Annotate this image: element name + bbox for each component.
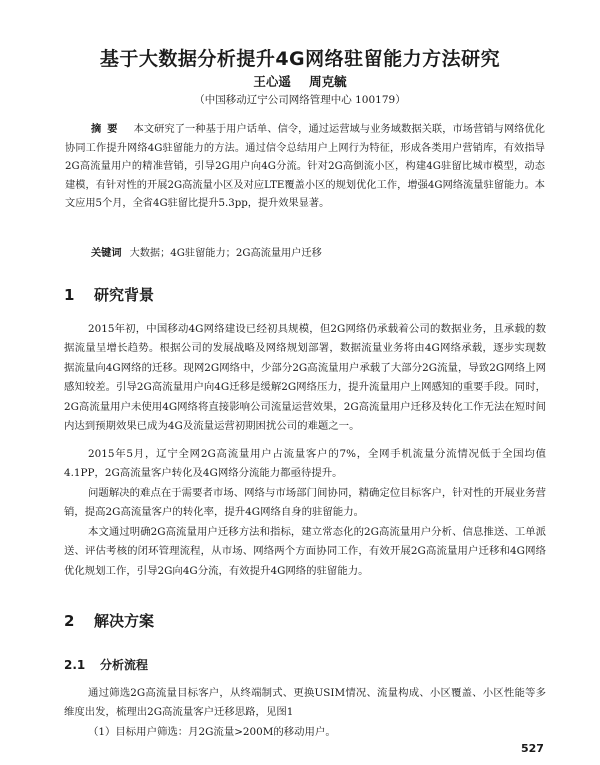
paper-title: 基于大数据分析提升4G网络驻留能力方法研究 xyxy=(99,48,501,70)
section-2-title: 解决方案 xyxy=(94,612,155,630)
section-1-heading xyxy=(64,284,154,305)
section-1-paragraph-1: 2015年初，中国移动4G网络建设已经初具规模，但2G网络仍承载着公司的数据业务，且承载的数据流量呈增长趋势。根据公司的发展战略及网络规划部署，数据流量业务将由4G网络承载，逐步实现数据流量向4G网络的迁移。现网2G网络中，少部分2G高流量用户承载了大部分2G流量，导致2G网络上网感知较差。引导2G高流量用户向4G迁移是缓解2G网络压力，提升流量用户上网感知的重要手段。同时，2G高流量用户未使用4G网络将直接影响公司流量运营效果，2G高流量用户迁移及转化工作无法在短时间内达到预期效果已成为4G及流量运营初期困扰公司的难题之一。 xyxy=(64,323,546,433)
section-1-paragraph-2: 2015年5月，辽宁全网2G高流量用户占流量客户的7%，全网手机流量分流情况低于全国均值4.1PP，2G高流量客户转化及4G网络分流能力都亟待提升。 xyxy=(64,448,546,480)
abstract-label: 摘要 xyxy=(91,124,124,135)
section-1-number: 1 xyxy=(64,286,75,304)
section-1-paragraph-3: 问题解决的难点在于需要者市场、网络与市场部门间协同，精确定位目标客户，针对性的开展业务营销，提高2G高流量客户的转化率，提升4G网络自身的驻留能力。 xyxy=(64,487,546,519)
subsection-2-1-number: 2.1 xyxy=(64,658,86,672)
section-2-heading xyxy=(64,610,154,631)
subsection-2-1-heading xyxy=(64,656,148,673)
section-1-title: 研究背景 xyxy=(94,286,155,304)
section-2-number: 2 xyxy=(64,612,75,630)
subsection-2-1-title: 分析流程 xyxy=(100,658,149,672)
section-2-paragraph-1: 通过筛选2G高流量目标客户，从终端制式、更换USIM情况、流量构成、小区覆盖、小区性能等多维度出发，梳理出2G高流量客户迁移思路，见图1 xyxy=(64,687,546,719)
section-1-paragraph-4: 本文通过明确2G高流量用户迁移方法和指标，建立常态化的2G高流量用户分析、信息推送、工单派送、评估考核的闭环管理流程，从市场、网络两个方面协同工作，有效开展2G高流量用户迁移和4G网络优化规划工作，引导2G向4G分流，有效提升4G网络的驻留能力。 xyxy=(64,526,546,577)
abstract-text: 本文研究了一种基于用户话单、信令，通过运营域与业务域数据关联，市场营销与网络优化协同工作提升网络4G驻留能力的方法。通过信令总结用户上网行为特征，形成各类用户营销库，有效指导2G高流量用户的精准营销，引导2G用户向4G分流。针对2G高倒流小区，构建4G驻留比城市模型，动态建模，有针对性的开展2G高流量小区及对应LTE覆盖小区的规划优化工作，增强4G网络流量驻留能力。本文应用5个月，全省4G驻留比提升5.3pp，提升效果显著。 xyxy=(65,124,545,210)
keywords-text: 大数据；4G驻留能力；2G高流量用户迁移 xyxy=(129,248,322,259)
paper-authors: 王心遥 周克毓 xyxy=(253,74,347,89)
abstract xyxy=(65,121,545,214)
keywords xyxy=(91,245,551,263)
keywords-label: 关键词 xyxy=(91,248,122,259)
section-2-paragraph-2: （1）目标用户筛选：月2G流量>200M的移动用户。 xyxy=(88,726,336,738)
page-number: 527 xyxy=(521,742,544,755)
paper-affiliation: （中国移动辽宁公司网络管理中心 100179） xyxy=(194,94,406,106)
